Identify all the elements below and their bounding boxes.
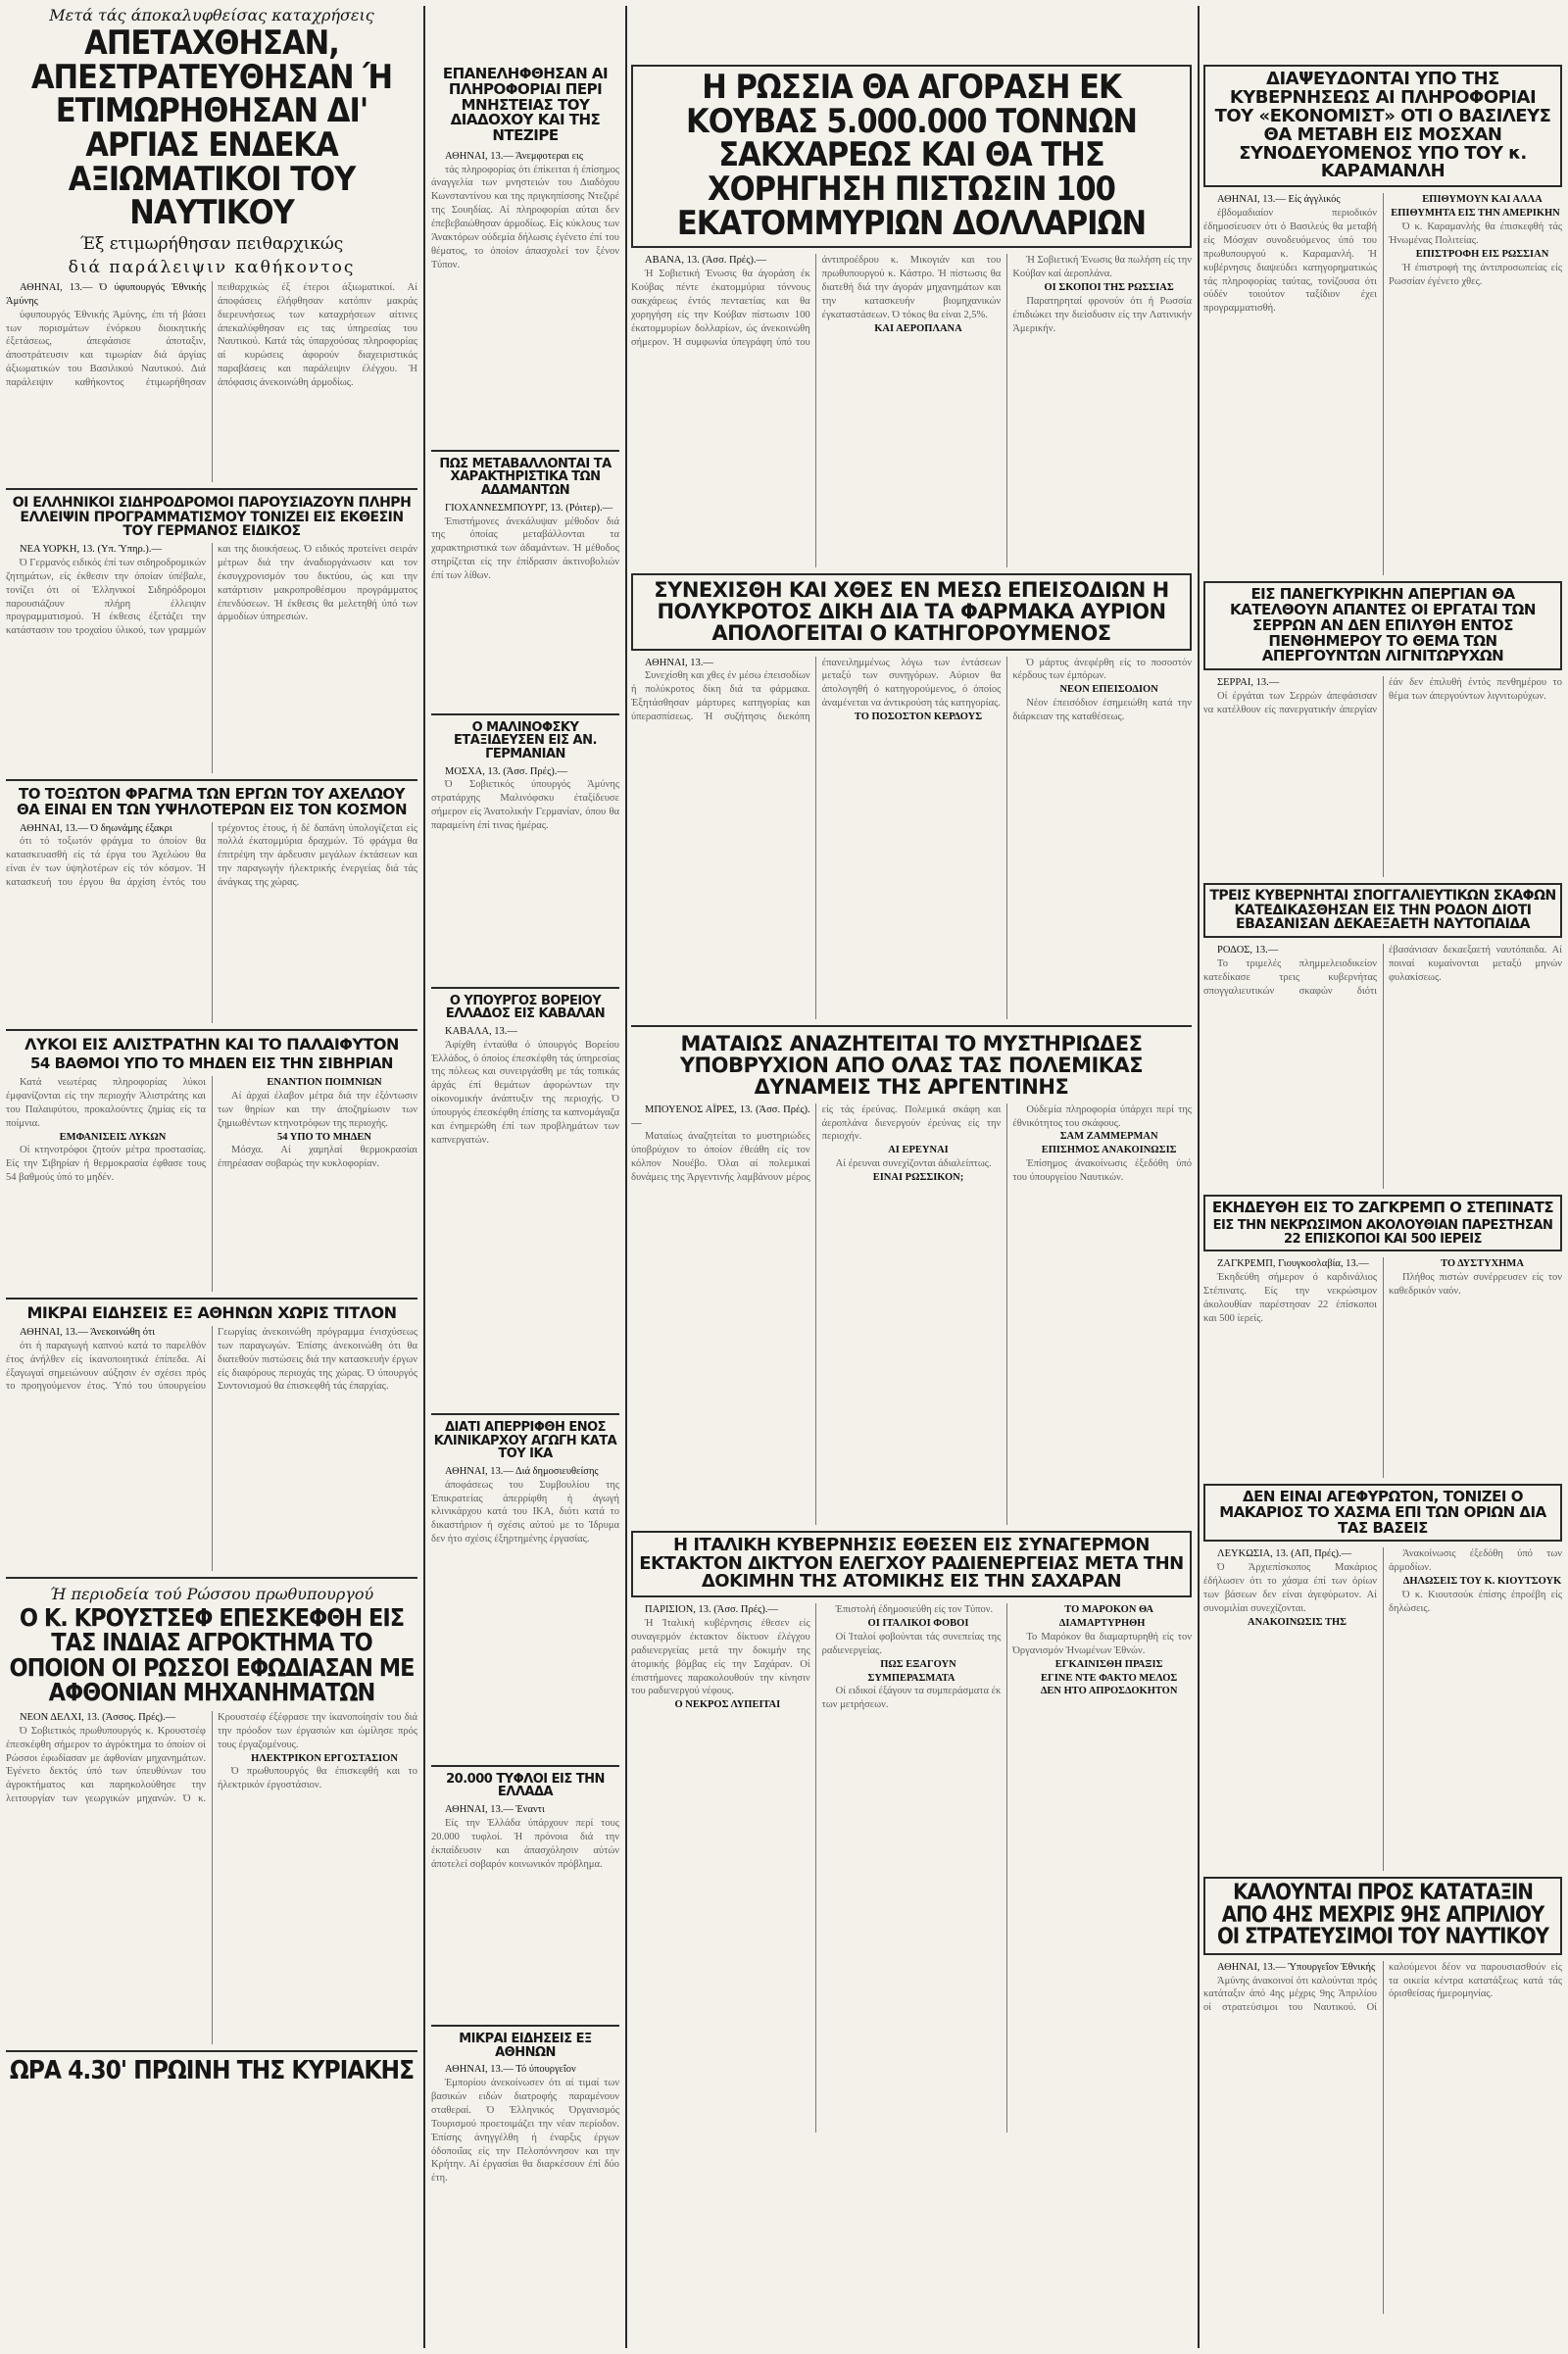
section-label: ΚΑΙ ΑΕΡΟΠΛΑΝΑ xyxy=(874,322,962,334)
article-body: ΛΕΥΚΩΣΙΑ, 13. (ΑΠ, Πρές).— Ό Άρχιεπίσκοπος Μακάριος έδήλωσεν ότι το χάσμα έπί των όρίων των βάσεων δεν είναι άγεφύρωτον. Αί συνομιλίαι συνεχίζονται. ΑΝΑΚΟΙΝΩΣΙΣ ΤΗΣ Άνακοίνωσις έξεδόθη ύπό των άρμοδίων. ΔΗΛΩΣΕΙΣ ΤΟΥ Κ. ΚΙΟΥΤΣΟΥΚ Ό κ. Κιουτσούκ έπίσης έπροέβη είς δηλώσεις. xyxy=(1203,1548,1562,1628)
article-body: ΑΘΗΝΑΙ, 13.— Έναντι Είς την Έλλάδα ύπάρχουν περί τους 20.000 τυφλοί. Ή πρόνοια διά την έκπαίδευσιν και άπασχόλησιν αύτών άποτελεί σοβαρόν κοινωνικόν πρόβλημα. xyxy=(431,1804,619,1870)
headline-wolves: ΛΥΚΟΙ ΕΙΣ ΑΛΙΣΤΡΑΤΗΝ ΚΑΙ ΤΟ ΠΑΛΑΙΦΥΤΟΝ xyxy=(24,1034,399,1054)
section-label: ΕΙΝΑΙ ΡΩΣΣΙΚΟΝ; xyxy=(872,1171,964,1183)
section-label: ΕΓΚΑΙΝΙΣΘΗ ΠΡΑΞΙΣ xyxy=(1054,1658,1163,1670)
article-body: ΑΘΗΝΑΙ, 13.— Ό ύφυπουργός Έθνικής Άμύνης ύφυπουργός Έθνικής Άμύνης, έπι τή βάσει των πορισμάτων ένόρκου διοικητικής έξετάσεως, άπεφάσισε άποταξιν, άποστράτευσιν και τιμωρίαν διά άργίας άξιωματικών του Βασιλικού Ναυτικού. Διά παράλειψιν καθήκοντος έτιμωρήθησαν πειθαρχικώς έξ έτεροι άξιωματικοί. Αί άποφάσεις έλήφθησαν κατόπιν μακράς διερευνήσεως των καταχρήσεων αίτινες άπεκαλύφθησαν εις τας ύπηρεσίας του Ναυτικού. Κατά τάς ύπαρχούσας πληροφορίας αί κυρώσεις άφορούν διαχειριστικάς παραβάσεις και παράλειψιν έλέγχου. Ή άπόφασις άνεκοινώθη άρμοδίως. xyxy=(6,282,417,389)
section-label: ΠΩΣ ΕΞΑΓΟΥΝ ΣΥΜΠΕΡΑΣΜΑΤΑ xyxy=(867,1658,956,1684)
trial-headline-box xyxy=(631,573,1192,650)
dateline: ΣΕΡΡΑΙ, 13.— xyxy=(1217,677,1280,689)
column-rule xyxy=(1198,6,1200,2348)
rule xyxy=(431,2025,619,2027)
rule xyxy=(6,2050,417,2052)
article-body: ΖΑΓΚΡΕΜΠ, Γιουγκοσλαβία, 13.— Έκηδεύθη σήμερον ό καρδινάλιος Στέπινατς. Είς την νεκρώσιμον άκολουθίαν παρέστησαν 22 έπίσκοποι και 500 ίερείς. ΤΟ ΔΥΣΤΥΧΗΜΑ Πλήθος πιστών συνέρρευσεν είς τον καθεδρικόν ναόν. xyxy=(1203,1258,1562,1324)
zagreb-headline-box xyxy=(1203,1195,1562,1251)
headline-acheloos-dam: ΤΟ ΤΟΞΩΤΟΝ ΦΡΑΓΜΑ ΤΩΝ ΕΡΓΩΝ ΤΟΥ ΑΧΕΛΩΟΥ ΘΑ ΕΙΝΑΙ ΕΝ ΤΩΝ ΥΨΗΛΟΤΕΡΩΝ ΕΙΣ ΤΟΝ ΚΟΣΜΟΝ xyxy=(16,785,408,818)
dateline: ΜΟΣΧΑ, 13. (Άσσ. Πρές).— xyxy=(445,765,567,777)
section-label: ΤΟ ΜΑΡΟΚΟΝ ΘΑ ΔΙΑΜΑΡΤΥΡΗΘΗ xyxy=(1058,1604,1154,1630)
headline-zagreb: ΕΚΗΔΕΥΘΗ ΕΙΣ ΤΟ ΖΑΓΚΡΕΜΠ Ο ΣΤΕΠΙΝΑΤΣ xyxy=(1211,1199,1554,1217)
section-label: ΤΟ ΔΥΣΤΥΧΗΜΑ xyxy=(1441,1258,1524,1270)
dateline: ΑΘΗΝΑΙ, 13.— Ύπουργεΐον Έθνικής xyxy=(1217,1961,1376,1973)
article-body: ΠΑΡΙΣΙΟΝ, 13. (Άσσ. Πρές).— Ή Ίταλική κυβέρνησις έθεσεν είς συναγερμόν έκτακτον δίκτυον έλέγχου ραδιενεργείας μετά την δοκιμήν της άτομικής βόμβας είς την Σαχάραν. Οί έπιστήμονες παρακολουθούν την κίνησιν του ραδιενεργού νέφους. Ο ΝΕΚΡΟΣ ΛΥΠΕΙΤΑΙ Έπιστολή έδημοσιεύθη είς τον Τύπον. ΟΙ ΙΤΑΛΙΚΟΙ ΦΟΒΟΙ Οί Ίταλοί φοβούνται τάς συνεπείας της ραδιενεργείας. ΠΩΣ ΕΞΑΓΟΥΝ ΣΥΜΠΕΡΑΣΜΑΤΑ Οί ειδικοί έξάγουν τα συμπεράσματα έκ των μετρήσεων. ΤΟ ΜΑΡΟΚΟΝ ΘΑ ΔΙΑΜΑΡΤΥΡΗΘΗ Το Μαρόκον θα διαμαρτυρηθή είς τον Όργανισμόν Ήνωμένων Έθνών. ΕΓΚΑΙΝΙΣΘΗ ΠΡΑΞΙΣ ΕΓΙΝΕ ΝΤΕ ΦΑΚΤΟ ΜΕΛΟΣ ΔΕΝ ΗΤΟ ΑΠΡΟΣΔΟΚΗΤΟΝ xyxy=(631,1604,1192,1711)
section-label: ΟΙ ΙΤΑΛΙΚΟΙ ΦΟΒΟΙ xyxy=(867,1618,969,1630)
section-label: ΕΜΦΑΝΙΣΕΙΣ ΛΥΚΩΝ xyxy=(59,1131,167,1143)
headline-cyprus: ΔΕΝ ΕΙΝΑΙ ΑΓΕΦΥΡΩΤΟΝ, ΤΟΝΙΖΕΙ Ο ΜΑΚΑΡΙΟΣ ΤΟ ΧΑΣΜΑ ΕΠΙ ΤΩΝ ΟΡΙΩΝ ΔΙΑ ΤΑΣ ΒΑΣΕΙΣ xyxy=(1219,1488,1546,1537)
rule xyxy=(431,1413,619,1415)
headline-blind: 20.000 ΤΥΦΛΟΙ ΕΙΣ ΤΗΝ ΕΛΛΑΔΑ xyxy=(446,1771,605,1800)
cyprus-headline-box xyxy=(1203,1484,1562,1542)
section-label: ΗΛΕΚΤΡΙΚΟΝ ΕΡΓΟΣΤΑΣΙΟΝ xyxy=(251,1752,398,1764)
section-label: ΑΝΑΚΟΙΝΩΣΙΣ ΤΗΣ xyxy=(1248,1616,1347,1628)
section-label: ΕΠΙΘΥΜΟΥΝ ΚΑΙ ΑΛΛΑ ΕΠΙΘΥΜΗΤΑ ΕΙΣ ΤΗΝ ΑΜΕΡΙΚΗΝ xyxy=(1391,194,1560,220)
dateline: ΡΟΔΟΣ, 13.— xyxy=(1217,945,1279,956)
headline-khrushchev-india: Ο Κ. ΚΡΟΥΣΤΣΕΦ ΕΠΕΣΚΕΦΘΗ ΕΙΣ ΤΑΣ ΙΝΔΙΑΣ ΑΓΡΟΚΤΗΜΑ ΤΟ ΟΠΟΙΟΝ ΟΙ ΡΩΣΣΟΙ ΕΦΩΔΙΑΣΑΝ ΜΕ ΑΦΘΟΝΙΑΝ ΜΗΧΑΝΗΜΑΤΩΝ xyxy=(9,1602,415,1707)
navy-headline-box xyxy=(1203,1877,1562,1954)
radiation-headline-box xyxy=(631,1531,1192,1598)
section-label: Ο ΝΕΚΡΟΣ ΛΥΠΕΙΤΑΙ xyxy=(674,1699,781,1711)
dateline: ΑΘΗΝΑΙ, 13.— Διά δημοσιευθείσης xyxy=(445,1465,599,1477)
headline-ika: ΔΙΑΤΙ ΑΠΕΡΡΙΦΘΗ ΕΝΟΣ ΚΛΙΝΙΚΑΡΧΟΥ ΑΓΩΓΗ ΚΑΤΑ ΤΟΥ ΙΚΑ xyxy=(433,1419,617,1462)
headline-short-news: ΜΙΚΡΑΙ ΕΙΔΗΣΕΙΣ ΕΞ ΑΘΗΝΩΝ ΧΩΡΙΣ ΤΙΤΛΟΝ xyxy=(26,1303,397,1323)
article-body: ΣΕΡΡΑΙ, 13.— Οί έργάται των Σερρών άπεφάσισαν να κατέλθουν είς πανεργατικήν άπεργίαν έάν δεν έπιλυθή έντός πενθημέρου το θέμα των άπεργούντων λιγνιτωρύχων. xyxy=(1203,677,1562,715)
subheadline-zagreb: ΕΙΣ ΤΗΝ ΝΕΚΡΩΣΙΜΟΝ ΑΚΟΛΟΥΘΙΑΝ ΠΑΡΕΣΤΗΣΑΝ 22 ΕΠΙΣΚΟΠΟΙ ΚΑΙ 500 ΙΕΡΕΙΣ xyxy=(1212,1217,1553,1247)
headline-amnesty: ΕΠΑΝΕΛΗΦΘΗΣΑΝ ΑΙ ΠΛΗΡΟΦΟΡΙΑΙ ΠΕΡΙ ΜΝΗΣΤΕΙΑΣ ΤΟΥ ΔΙΑΔΟΧΟΥ ΚΑΙ ΤΗΣ ΝΤΕΖΙΡΕ xyxy=(442,65,609,144)
dateline: ΑΘΗΝΑΙ, 13.— Ό ύφυπουργός Έθνικής Άμύνης xyxy=(6,282,206,307)
lead-story-box xyxy=(631,65,1192,248)
rule xyxy=(6,1577,417,1579)
section-label: ΕΝΑΝΤΙΟΝ ΠΟΙΜΝΙΩΝ xyxy=(267,1077,382,1089)
article-body: ΡΟΔΟΣ, 13.— Το τριμελές πλημμελειοδικείον κατεδίκασε τρεις κυβερνήτας σπογγαλιευτικών σκαφών διότι έβασάνισαν δεκαεξαετή ναυτόπαιδα. Αί ποιναί κυμαίνονται μεταξύ μηνών φυλακίσεως. xyxy=(1203,945,1562,997)
rule xyxy=(6,1298,417,1300)
column-center xyxy=(631,0,1192,2352)
rule xyxy=(6,1029,417,1031)
headline-navy-conscripts: ΚΑΛΟΥΝΤΑΙ ΠΡΟΣ ΚΑΤΑΤΑΞΙΝ ΑΠΟ 4ΗΣ ΜΕΧΡΙΣ 9ΗΣ ΑΠΡΙΛΙΟΥ ΟΙ ΣΤΡΑΤΕΥΣΙΜΟΙ ΤΟΥ ΝΑΥΤΙΚΟΥ xyxy=(1216,1881,1549,1950)
dateline: ΛΕΥΚΩΣΙΑ, 13. (ΑΠ, Πρές).— xyxy=(1217,1548,1352,1560)
headline-railways: ΟΙ ΕΛΛΗΝΙΚΟΙ ΣΙΔΗΡΟΔΡΟΜΟΙ ΠΑΡΟΥΣΙΑΖΟΥΝ ΠΛΗΡΗ ΕΛΛΕΙΨΙΝ ΠΡΟΓΡΑΜΜΑΤΙΣΜΟΥ ΤΟΝΙΖΕΙ ΕΙΣ ΕΚΘΕΣΙΝ ΤΟΥ ΓΕΡΜΑΝΟΣ ΕΙΔΙΚΟΣ xyxy=(12,495,412,540)
rule xyxy=(431,1765,619,1767)
headline-short-news-2: ΜΙΚΡΑΙ ΕΙΔΗΣΕΙΣ ΕΞ ΑΘΗΝΩΝ xyxy=(459,2032,592,2060)
dateline: ΚΑΒΑΛΑ, 13.— xyxy=(445,1025,517,1037)
section-label: ΟΙ ΣΚΟΠΟΙ ΤΗΣ ΡΩΣΣΙΑΣ xyxy=(1044,282,1174,294)
article-body: ΑΘΗΝΑΙ, 13.— Άνεκοινώθη ότι ότι ή παραγωγή καπνού κατά το παρελθόν έτος άνήλθεν είς ίκανοποιητικά έπίπεδα. Αί έξαγωγαί σημειώνουν αύξησιν έν σχέσει πρός το προηγούμενον έτος. Ύπό του ύπουργείου Γεωργίας άνεκοινώθη πρόγραμμα ένισχύσεως των παραγωγών. Έπίσης άνεκοινώθη ότι θα διατεθούν πιστώσεις διά την κατασκευήν έργων είς διαφόρους περιοχάς της χώρας. Ό ύπουργός Συντονισμού θα έπισκεφθή τάς έπαρχίας. xyxy=(6,1326,417,1393)
section-label: ΕΠΙΣΗΜΟΣ ΑΝΑΚΟΙΝΩΣΙΣ xyxy=(1041,1145,1177,1156)
dateline: ΖΑΓΚΡΕΜΠ, Γιουγκοσλαβία, 13.— xyxy=(1217,1258,1369,1270)
dateline: ΝΕΟΝ ΔΕΛΧΙ, 13. (Άσσος. Πρές).— xyxy=(20,1711,176,1723)
article-body: ΑΘΗΝΑΙ, 13.— Άνεμφοτεραι εις τάς πληροφορίας ότι έπίκειται ή έπίσημος άναγγελία των μνηστειών του Διαδόχου Κωνσταντίνου και της πριγκηπίσσης Ντεζιρέ της Σουηδίας. Αί πληροφορίαι αύται δεν έπεβεβαιώθησαν άρμοδίως. Είς κύκλους των Άνακτόρων ούδεμία δήλωσις έγένετο έπί του θέματος, το όποίον άπασχολεί τον ξένον Τύπον. xyxy=(431,150,619,270)
article-body: ΑΒΑΝΑ, 13. (Άσσ. Πρές).— Ή Σοβιετική Ένωσις θα άγοράση έκ Κούβας πέντε έκατομμύρια τόννους σακχάρεως έντός πενταετίας και θα χορηγήση είς την Κούβαν πίστωσιν 100 έκατομμυρίων δολλαρίων, ώς άνεκοινώθη σήμερον. Ή συμφωνία ύπεγράφη ύπό του άντιπροέδρου κ. Μικογιάν και του πρωθυπουργού κ. Κάστρο. Ή πίστωσις θα διατεθή διά την άγοράν μηχανημάτων και την κατασκευήν βιομηχανικών έγκαταστάσεων. Ό τόκος θα είναι 2,5%. ΚΑΙ ΑΕΡΟΠΛΑΝΑ Ή Σοβιετική Ένωσις θα πωλήση είς την Κούβαν καί άεροπλάνα. ΟΙ ΣΚΟΠΟΙ ΤΗΣ ΡΩΣΣΙΑΣ Παρατηρηταί φρονούν ότι ή Ρωσσία έπιδιώκει την διείσδυσιν είς την Λατινικήν Άμερικήν. xyxy=(631,255,1192,348)
article-body: Κατά νεωτέρας πληροφορίας λύκοι έμφανίζονται είς την περιοχήν Άλιστράτης και του Παλαιφύτου, προκαλούντες ζημίας είς τα ποίμνια. ΕΜΦΑΝΙΣΕΙΣ ΛΥΚΩΝ Οί κτηνοτρόφοι ζητούν μέτρα προστασίας. Είς την Σιβηρίαν ή θερμοκρασία έφθασε τους 54 βαθμούς ύπό το μηδέν. ΕΝΑΝΤΙΟΝ ΠΟΙΜΝΙΩΝ Αί άρχαί έλαβον μέτρα διά την έξόντωσιν των θηρίων και την άποζημίωσιν των ζημιωθέντων κτηνοτρόφων της περιοχής. 54 ΥΠΟ ΤΟ ΜΗΔΕΝ Μόσχα. Αί χαμηλαί θερμοκρασίαι έπηρέασαν σοβαρώς την κυκλοφορίαν. xyxy=(6,1077,417,1184)
rule xyxy=(431,450,619,452)
section-label: ΔΗΛΩΣΕΙΣ ΤΟΥ Κ. ΚΙΟΥΤΣΟΥΚ xyxy=(1402,1576,1562,1588)
rule xyxy=(431,987,619,989)
column-right xyxy=(1203,0,1562,2352)
dateline: ΑΘΗΝΑΙ, 13.— xyxy=(645,657,713,668)
dateline: ΑΒΑΝΑ, 13. (Άσσ. Πρές).— xyxy=(645,255,766,267)
headline-footer: ΩΡΑ 4.30' ΠΡΩΙΝΗ ΤΗΣ ΚΥΡΙΑΚΗΣ xyxy=(9,2055,415,2085)
headline-diamonds: ΠΩΣ ΜΕΤΑΒΑΛΛΟΝΤΑΙ ΤΑ ΧΑΡΑΚΤΗΡΙΣΤΙΚΑ ΤΩΝ ΑΔΑΜΑΝΤΩΝ xyxy=(439,456,612,499)
article-body: ΜΠΟΥΕΝΟΣ ΑΪΡΕΣ, 13. (Άσσ. Πρές).— Ματαίως άναζητείται το μυστηριώδες ύποβρύχιον το όποίον έθεάθη είς τον κόλπον Νουέβο. Όλαι αί πολεμικαί δυνάμεις της Άργεντινής λαμβάνουν μέρος είς τάς έρεύνας. Πολεμικά σκάφη και άεροπλάνα διενεργούν έρεύνας είς την περιοχήν. ΑΙ ΕΡΕΥΝΑΙ Αί έρευναι συνεχίζονται άδιαλείπτως. ΕΙΝΑΙ ΡΩΣΣΙΚΟΝ; Ούδεμία πληροφορία ύπάρχει περί της έθνικότητος του σκάφους. ΣΑΜ ΖΑΜΜΕΡΜΑΝ ΕΠΙΣΗΜΟΣ ΑΝΑΚΟΙΝΩΣΙΣ Έπίσημος άνακοίνωσις έξεδόθη ύπό του ύπουργείου Ναυτικών. xyxy=(631,1103,1192,1183)
rule xyxy=(631,1025,1192,1027)
headline-radiation: Η ΙΤΑΛΙΚΗ ΚΥΒΕΡΝΗΣΙΣ ΕΘΕΣΕΝ ΕΙΣ ΣΥΝΑΓΕΡΜΟΝ ΕΚΤΑΚΤΟΝ ΔΙΚΤΥΟΝ ΕΛΕΓΧΟΥ ΡΑΔΙΕΝΕΡΓΕΙΑΣ ΜΕΤΑ ΤΗΝ ΔΟΚΙΜΗΝ ΤΗΣ ΑΤΟΜΙΚΗΣ ΕΙΣ ΤΗΝ ΣΑΧΑΡΑΝ xyxy=(639,1534,1184,1593)
section-label: ΝΕΟΝ ΕΠΕΙΣΟΔΙΟΝ xyxy=(1059,684,1158,696)
dateline: ΑΘΗΝΑΙ, 13.— Τό ύπουργεΐον xyxy=(445,2064,576,2076)
article-body: ΑΘΗΝΑΙ, 13.— Διά δημοσιευθείσης άποφάσεως του Συμβουλίου της Έπικρατείας άπερρίφθη ή άγωγή κλινικάρχου κατά του ΙΚΑ, διότι κατά το δικαστήριον ή σχέσις αύτού με το Ίδρυμα δεν ήτο σχέσις έξηρτημένης έργασίας. xyxy=(431,1465,619,1545)
headline-cuba-sugar: Η ΡΩΣΣΙΑ ΘΑ ΑΓΟΡΑΣΗ ΕΚ ΚΟΥΒΑΣ 5.000.000 ΤΟΝΝΩΝ ΣΑΚΧΑΡΕΩΣ ΚΑΙ ΘΑ ΤΗΣ ΧΟΡΗΓΗΣΗ ΠΙΣΤΩΣΙΝ 100 ΕΚΑΤΟΜΜΥΡΙΩΝ ΔΟΛΛΑΡΙΩΝ xyxy=(676,68,1147,243)
subheadline: Έξ ετιμωρήθησαν πειθαρχικώς xyxy=(79,234,344,255)
article-body: ΑΘΗΝΑΙ, 13.— Ό δηωνάμης έξακρι ότι τό τοξωτόν φράγμα το όποίον θα κατασκευασθή είς τά έργα του Άχελώου θα είναι έν των ύψηλοτέρων είς τόν κόσμον. Ή κατασκευή του έργου θα άρχίση έντός του τρέχοντος έτους, ή δέ δαπάνη ύπολογίζεται είς πολλά έκατομμύρια δραχμών. Τό φράγμα θα έπιτρέψη την άρδευσιν μεγάλων έκτάσεων και την παραγωγήν ήλεκτρικής ένεργείας διά τάς άνάγκας της χώρας. xyxy=(6,822,417,889)
dateline: ΝΕΑ ΥΟΡΚΗ, 13. (Υπ. Ύπηρ.).— xyxy=(20,544,162,556)
rule xyxy=(6,779,417,781)
rule xyxy=(6,488,417,490)
subheadline-siberia: 54 ΒΑΘΜΟΙ ΥΠΟ ΤΟ ΜΗΔΕΝ ΕΙΣ ΤΗΝ ΣΙΒΗΡΙΑΝ xyxy=(30,1054,393,1073)
headline-minister: Ο ΥΠΟΥΡΓΟΣ ΒΟΡΕΙΟΥ ΕΛΛΑΔΟΣ ΕΙΣ ΚΑΒΑΛΑΝ xyxy=(445,993,606,1022)
article-body: ΑΘΗΝΑΙ, 13.— Τό ύπουργεΐον Έμπορίου άνεκοίνωσεν ότι αί τιμαί των βασικών ειδών διατροφής παραμένουν σταθεραί. Ό Έλληνικός Όργανισμός Τουρισμού προετοιμάζει την νέαν περίοδον. Έπίσης άνηγγέλθη ή έναρξις έργων όδοποιΐας είς την Πελοπόννησον και την Κρήτην. Αί έργασίαι θα διαρκέσουν έπί δύο έτη. xyxy=(431,2064,619,2184)
article-body: ΚΑΒΑΛΑ, 13.— Άφίχθη ένταύθα ό ύπουργός Βορείου Έλλάδος, ό όποίος έπεσκέφθη τάς ύπηρεσίας της πόλεως και συνειργάσθη με τάς τοπικάς άρχάς έπί θεμάτων άφορώντων την οίκονομικήν άνάπτυξιν της περιοχής. Ό ύπουργός έπεσκέφθη έπίσης τα καπνομάγαζα και ένημερώθη έπί των προβλημάτων των καπνεργατών. xyxy=(431,1025,619,1146)
dateline: ΑΘΗΝΑΙ, 13.— Ό δηωνάμης έξακρι xyxy=(20,822,172,834)
article-body: ΑΘΗΝΑΙ, 13.— Συνεχίσθη και χθες έν μέσω έπεισοδίων ή πολύκροτος δίκη διά τα φάρμακα. Έξητάσθησαν μάρτυρες κατηγορίας και ύπερασπίσεως. Ή συζήτησις διεκόπη έπανειλημμένως λόγω των έντάσεων μεταξύ των συνηγόρων. Αύριον θα άπολογηθή ό κατηγορούμενος, ό όποίος άναμένεται να άντικρούση τάς κατηγορίας. ΤΟ ΠΟΣΟΣΤΟΝ ΚΕΡΔΟΥΣ Ό μάρτυς άνεφέρθη είς το ποσοστόν κέρδους των έμπόρων. ΝΕΟΝ ΕΠΕΙΣΟΔΙΟΝ Νέον έπεισόδιον έσημειώθη κατά την διάρκειαν της καταθέσεως. xyxy=(631,657,1192,722)
headline-trial: ΣΥΝΕΧΙΣΘΗ ΚΑΙ ΧΘΕΣ ΕΝ ΜΕΣΩ ΕΠΕΙΣΟΔΙΩΝ Η ΠΟΛΥΚΡΟΤΟΣ ΔΙΚΗ ΔΙΑ ΤΑ ΦΑΡΜΑΚΑ ΑΥΡΙΟΝ ΑΠΟΛΟΓΕΙΤΑΙ Ο ΚΑΤΗΓΟΡΟΥΜΕΝΟΣ xyxy=(654,578,1169,646)
dateline: ΑΘΗΝΑΙ, 13.— Άνεκοινώθη ότι xyxy=(20,1326,156,1338)
column-narrow xyxy=(431,0,619,2352)
dateline: ΑΘΗΝΑΙ, 13.— Είς άγγλικός xyxy=(1217,194,1341,206)
strike-headline-box xyxy=(1203,581,1562,670)
section-label: ΕΠΙΣΤΡΟΦΗ ΕΙΣ ΡΩΣΣΙΑΝ xyxy=(1415,248,1549,260)
kicker: Ή περιοδεία τού Ρώσσου πρωθυπουργού xyxy=(49,1584,374,1603)
dateline: ΓΙΟΧΑΝΝΕΣΜΠΟΥΡΓ, 13. (Ρόιτερ).— xyxy=(445,502,613,514)
section-label: 54 ΥΠΟ ΤΟ ΜΗΔΕΝ xyxy=(277,1131,371,1143)
article-body: ΝΕΟΝ ΔΕΛΧΙ, 13. (Άσσος. Πρές).— Ό Σοβιετικός πρωθυπουργός κ. Κρουστσέφ έπεσκέφθη σήμερον το άγρόκτημα το όποίον οί Ρώσσοι έφωδίασαν με άφθονίαν μηχανημάτων. Έγένετο δεκτός ύπό των ύπευθύνων του άγροκτήματος και παρηκολούθησε την λειτουργίαν των γεωργικών μηχανών. Ό κ. Κρουστσέφ έξέφρασε την ίκανοποίησίν του διά την πρόοδον των έργασιών και ώμίλησε πρός τους έργαζομένους. ΗΛΕΚΤΡΙΚΟΝ ΕΡΓΟΣΤΑΣΙΟΝ Ό πρωθυπουργός θα έπισκεφθή και το ήλεκτρικόν έργοστάσιον. xyxy=(6,1711,417,1805)
subheadline: διά παράλειψιν καθήκοντος xyxy=(68,258,356,278)
dateline: ΜΠΟΥΕΝΟΣ ΑΪΡΕΣ, 13. (Άσσ. Πρές).— xyxy=(631,1103,810,1129)
rule xyxy=(431,713,619,715)
article-body: ΜΟΣΧΑ, 13. (Άσσ. Πρές).— Ό Σοβιετικός ύπουργός Άμύνης στρατάρχης Μαλινόφσκυ έταξίδευσε σήμερον είς Άνατολικήν Γερμανίαν, όπου θα παραμείνη έπί τινας ήμέρας. xyxy=(431,765,619,832)
section-label: ΣΑΜ ΖΑΜΜΕΡΜΑΝ xyxy=(1059,1131,1158,1143)
headline-serres-strike: ΕΙΣ ΠΑΝΕΓΚΥΡΙΚΗΝ ΑΠΕΡΓΙΑΝ ΘΑ ΚΑΤΕΛΘΟΥΝ ΑΠΑΝΤΕΣ ΟΙ ΕΡΓΑΤΑΙ ΤΩΝ ΣΕΡΡΩΝ ΑΝ ΔΕΝ ΕΠΙΛΥΘΗ ΕΝΤΟΣ ΠΕΝΘΗΜΕΡΟΥ ΤΟ ΘΕΜΑ ΤΩΝ ΑΠΕΡΓΟΥΝΤΩΝ ΛΙΓΝΙΤΩΡΥΧΩΝ xyxy=(1230,585,1536,665)
right-lead-box xyxy=(1203,65,1562,187)
headline-king-moscow: ΔΙΑΨΕΥΔΟΝΤΑΙ ΥΠΟ ΤΗΣ ΚΥΒΕΡΝΗΣΕΩΣ ΑΙ ΠΛΗΡΟΦΟΡΙΑΙ ΤΟΥ «ΕΚΟΝΟΜΙΣΤ» ΟΤΙ Ο ΒΑΣΙΛΕΥΣ ΘΑ ΜΕΤΑΒΗ ΕΙΣ ΜΟΣΧΑΝ ΣΥΝΟΔΕΥΟΜΕΝΟΣ ΥΠΟ ΤΟΥ κ. ΚΑΡΑΜΑΝΛΗ xyxy=(1214,69,1551,182)
dateline: ΑΘΗΝΑΙ, 13.— Άνεμφοτεραι εις xyxy=(445,150,584,162)
article-body: ΓΙΟΧΑΝΝΕΣΜΠΟΥΡΓ, 13. (Ρόιτερ).— Έπιστήμονες άνεκάλυψαν μέθοδον διά της όποίας μεταβάλλονται τα χαρακτηριστικά των άδαμάντων. Ή μέθοδος στηρίζεται είς την έπίδρασιν άκτινοβολιών έπί των λίθων. xyxy=(431,502,619,581)
section-label: ΔΕΝ ΗΤΟ ΑΠΡΟΣΔΟΚΗΤΟΝ xyxy=(1040,1686,1178,1697)
kicker: Μετά τάς άποκαλυφθείσας καταχρήσεις xyxy=(49,6,374,25)
headline-sponge-divers: ΤΡΕΙΣ ΚΥΒΕΡΝΗΤΑΙ ΣΠΟΓΓΑΛΙΕΥΤΙΚΩΝ ΣΚΑΦΩΝ ΚΑΤΕΔΙΚΑΣΘΗΣΑΝ ΕΙΣ ΤΗΝ ΡΟΔΟΝ ΔΙΟΤΙ ΕΒΑΣΑΝΙΣΑΝ ΔΕΚΑΕΞΑΕΤΗ ΝΑΥΤΟΠΑΙΔΑ xyxy=(1209,888,1556,933)
headline-argentina-submarine: ΜΑΤΑΙΩΣ ΑΝΑΖΗΤΕΙΤΑΙ ΤΟ ΜΥΣΤΗΡΙΩΔΕΣ ΥΠΟΒΡΥΧΙΟΝ ΑΠΟ ΟΛΑΣ ΤΑΣ ΠΟΛΕΜΙΚΑΣ ΔΥΝΑΜΕΙΣ ΤΗΣ ΑΡΓΕΝΤΙΝΗΣ xyxy=(679,1031,1144,1099)
headline-malinovsky: Ο ΜΑΛΙΝΟΦΣΚΥ ΕΤΑΞΙΔΕΥΣΕΝ ΕΙΣ ΑΝ. ΓΕΡΜΑΝΙΑΝ xyxy=(454,719,597,761)
column-left xyxy=(6,0,417,2352)
dateline: ΑΘΗΝΑΙ, 13.— Έναντι xyxy=(445,1804,545,1816)
column-rule xyxy=(625,6,627,2348)
article-body: ΝΕΑ ΥΟΡΚΗ, 13. (Υπ. Ύπηρ.).— Ό Γερμανός ειδικός έπί των σιδηροδρομικών ζητημάτων, είς έκθεσιν την όποίαν ύπέβαλε, τονίζει ότι οί Έλληνικοί Σιδηρόδρομοι παρουσιάζουν πλήρη έλλειψιν προγραμματισμού. Ή έκθεσις έξετάζει την κατάστασιν του τροχαίου ύλικού, των γραμμών και της διοικήσεως. Ό ειδικός προτείνει σειράν μέτρων διά την άναδιοργάνωσιν και τον έκσυγχρονισμόν του δικτύου, ώς και την κατάρτισιν μακροπροθέσμου προγράμματος έπενδύσεων. Ή έκθεσις θα μελετηθή ύπό των άρμοδίων ύπηρεσιών. xyxy=(6,544,417,637)
article-body: ΑΘΗΝΑΙ, 13.— Είς άγγλικός έβδομαδιαίον περιοδικόν έδημοσίευσεν ότι ό Βασιλεύς θα μεταβή είς Μόσχαν συνοδευόμενος ύπό του πρωθυπουργού κ. Καραμανλή. Ή κυβέρνησις διαψεύδει κατηγορηματικώς τάς πληροφορίας ταύτας, τονίζουσα ότι ούδέν τοιούτον ταξίδιον έχει προγραμματισθή. ΕΠΙΘΥΜΟΥΝ ΚΑΙ ΑΛΛΑ ΕΠΙΘΥΜΗΤΑ ΕΙΣ ΤΗΝ ΑΜΕΡΙΚΗΝ Ό κ. Καραμανλής θα έπισκεφθή τάς Ήνωμένας Πολιτείας. ΕΠΙΣΤΡΟΦΗ ΕΙΣ ΡΩΣΣΙΑΝ Ή έπιστροφή της άντιπροσωπείας είς Ρωσσίαν έγένετο χθες. xyxy=(1203,194,1562,315)
dateline: ΠΑΡΙΣΙΟΝ, 13. (Άσσ. Πρές).— xyxy=(645,1604,778,1616)
section-label: ΕΓΙΝΕ ΝΤΕ ΦΑΚΤΟ ΜΕΛΟΣ xyxy=(1041,1672,1178,1684)
sponge-headline-box xyxy=(1203,883,1562,938)
headline-navy-officers: ΑΠΕΤΑΧΘΗΣΑΝ, ΑΠΕΣΤΡΑΤΕΥΘΗΣΑΝ Ή ΕΤΙΜΩΡΗΘΗΣΑΝ ΔΙ' ΑΡΓΙΑΣ ΕΝΔΕΚΑ ΑΞΙΩΜΑΤΙΚΟΙ ΤΟΥ ΝΑΥΤΙΚΟΥ xyxy=(30,24,393,233)
section-label: ΤΟ ΠΟΣΟΣΤΟΝ ΚΕΡΔΟΥΣ xyxy=(854,711,983,722)
section-label: ΑΙ ΕΡΕΥΝΑΙ xyxy=(888,1145,949,1156)
column-rule xyxy=(423,6,425,2348)
article-body: ΑΘΗΝΑΙ, 13.— Ύπουργεΐον Έθνικής Άμύνης άνακοινοί ότι καλούνται πρός κατάταξιν άπό 4ης μέχρις 9ης Άπριλίου οί στρατεύσιμοι του Ναυτικού. Οί καλούμενοι δέον να παρουσιασθούν είς τα οικεία κέντρα κατατάξεως κατά τάς όρισθείσας ήμερομηνίας. xyxy=(1203,1961,1562,2014)
